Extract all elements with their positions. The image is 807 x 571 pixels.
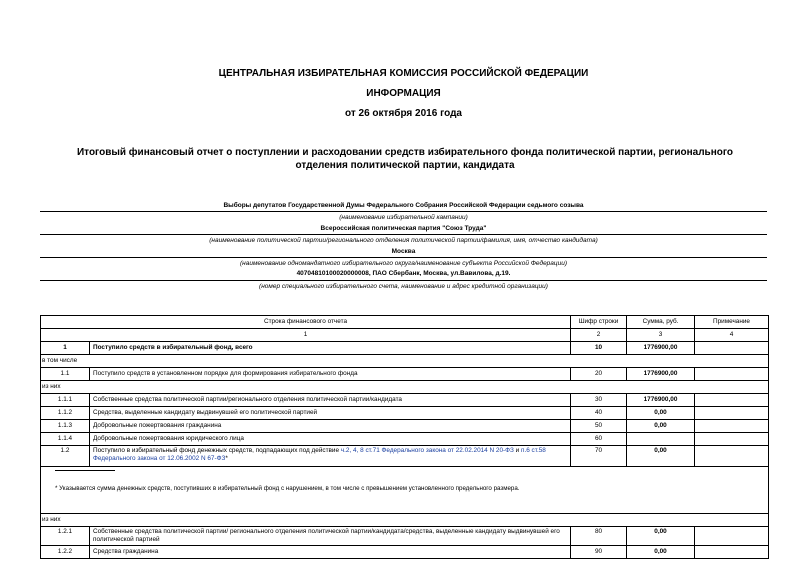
row-note <box>695 546 769 559</box>
row-code: 10 <box>571 342 627 355</box>
region-caption: (наименование одномандатного избирательного округа/наименование субъекта Российской Федерации) <box>40 257 767 269</box>
table-row <box>41 433 769 446</box>
table-subheader <box>41 381 769 394</box>
row-note <box>695 420 769 433</box>
row-num: 1.2.2 <box>41 546 90 559</box>
account-info: 40704810100020000008, ПАО Сбербанк, Москва, ул.Вавилова, д.19. <box>296 270 511 277</box>
document-date: от 26 октября 2016 года <box>345 108 462 119</box>
row-code: 60 <box>571 433 627 446</box>
row-sum <box>627 433 695 446</box>
table-row <box>41 527 769 546</box>
table-subheader <box>41 514 769 527</box>
row-num: 1.1.1 <box>41 394 90 407</box>
row-num: 1.2.1 <box>41 527 90 546</box>
account-caption: (номер специального избирательного счета, наименование и адрес кредитной организации) <box>40 280 767 292</box>
table-row <box>41 368 769 381</box>
row-code: 30 <box>571 394 627 407</box>
subheader-text: в том числе <box>41 355 769 368</box>
header-num-1: 1 <box>41 329 571 342</box>
row-code: 20 <box>571 368 627 381</box>
row-note <box>695 446 769 467</box>
row-sum: 1776900,00 <box>627 394 695 407</box>
row-num: 1 <box>41 342 90 355</box>
footnote-rule <box>55 470 115 471</box>
table-row <box>41 394 769 407</box>
row-sum: 0,00 <box>627 527 695 546</box>
row-note <box>695 433 769 446</box>
subheader-text: из них <box>41 381 769 394</box>
row-note <box>695 527 769 546</box>
financial-table <box>40 315 769 559</box>
header-line: Строка финансового отчета <box>41 316 571 329</box>
row-label-part: Поступило в избирательный фонд денежных средств, подпадающих под действие <box>93 447 341 454</box>
party-name: Всероссийская политическая партия "Союз Труда" <box>320 225 487 232</box>
row-sum: 0,00 <box>627 446 695 467</box>
row-note <box>695 407 769 420</box>
row-sum: 0,00 <box>627 546 695 559</box>
header-code: Шифр строки <box>571 316 627 329</box>
row-label-part: и <box>513 447 521 454</box>
row-code: 90 <box>571 546 627 559</box>
row-num: 1.1.4 <box>41 433 90 446</box>
party-caption: (наименование политической партии/регионального отделения политической партии/фамилия, имя, отчество кандидата) <box>40 234 767 246</box>
report-title: Итоговый финансовый отчет о поступлении и расходовании средств избирательного фонда политической партии, регионального отделения политической партии, кандидата <box>76 147 733 171</box>
header-note: Примечание <box>695 316 769 329</box>
table-header-num-row <box>41 329 769 342</box>
row-num: 1.1.3 <box>41 420 90 433</box>
row-label: Добровольные пожертвования юридического лица <box>90 433 571 446</box>
header-num-2: 2 <box>571 329 627 342</box>
row-note <box>695 368 769 381</box>
commission-title: ЦЕНТРАЛЬНАЯ ИЗБИРАТЕЛЬНАЯ КОМИССИЯ РОССИЙСКОЙ ФЕДЕРАЦИИ <box>218 68 589 79</box>
row-sum: 1776900,00 <box>627 342 695 355</box>
campaign-caption: (наименование избирательной кампании) <box>40 211 767 223</box>
row-num: 1.2 <box>41 446 90 467</box>
campaign-name: Выборы депутатов Государственной Думы Федерального Собрания Российской Федерации седьмого созыва <box>223 202 584 209</box>
table-row <box>41 407 769 420</box>
row-label: Собственные средства политической партии/регионального отделения политической партии/кандидата <box>90 394 571 407</box>
row-code: 80 <box>571 527 627 546</box>
row-label: Собственные средства политической партии/ регионального отделения политической партии/кандидата/средства, выделенные кандидату выдвинувшей его политической партией <box>90 527 571 546</box>
row-num: 1.1.2 <box>41 407 90 420</box>
footnote-text: * Указывается сумма денежных средств, поступивших в избирательный фонд с нарушением, в том числе с превышением установленного предельного размера. <box>55 485 520 492</box>
row-code: 50 <box>571 420 627 433</box>
footnote-cell <box>41 467 769 514</box>
law-link-67fz[interactable]: п.6 ст.58 Федерального закона от 12.06.2002 N 67-ФЗ <box>93 447 546 462</box>
law-link-20fz[interactable]: ч.2, 4, 8 ст.71 Федерального закона от 22.02.2014 N 20-ФЗ <box>340 447 514 454</box>
footnote-row <box>41 467 769 514</box>
row-code: 70 <box>571 446 627 467</box>
row-note <box>695 394 769 407</box>
table-header-row <box>41 316 769 329</box>
row-label: Средства гражданина <box>90 546 571 559</box>
row-label: Добровольные пожертвования гражданина <box>90 420 571 433</box>
table-row <box>41 446 769 467</box>
row-label: Поступило средств в избирательный фонд, всего <box>90 342 571 355</box>
row-label: Средства, выделенные кандидату выдвинувшей его политической партией <box>90 407 571 420</box>
header-num-4: 4 <box>695 329 769 342</box>
table-subheader <box>41 355 769 368</box>
table-row <box>41 546 769 559</box>
row-label: Поступило средств в установленном порядке для формирования избирательного фонда <box>90 368 571 381</box>
table-row <box>41 420 769 433</box>
row-sum: 0,00 <box>627 420 695 433</box>
header-num-3: 3 <box>627 329 695 342</box>
header-sum: Сумма, руб. <box>627 316 695 329</box>
row-sum: 0,00 <box>627 407 695 420</box>
row-code: 40 <box>571 407 627 420</box>
info-title: ИНФОРМАЦИЯ <box>366 88 441 99</box>
subheader-text: из них <box>41 514 769 527</box>
row-label-part: * <box>225 455 228 462</box>
row-num: 1.1 <box>41 368 90 381</box>
row-note <box>695 342 769 355</box>
row-label <box>90 446 571 467</box>
row-sum: 1776900,00 <box>627 368 695 381</box>
region-name: Москва <box>391 248 416 255</box>
table-row <box>41 342 769 355</box>
